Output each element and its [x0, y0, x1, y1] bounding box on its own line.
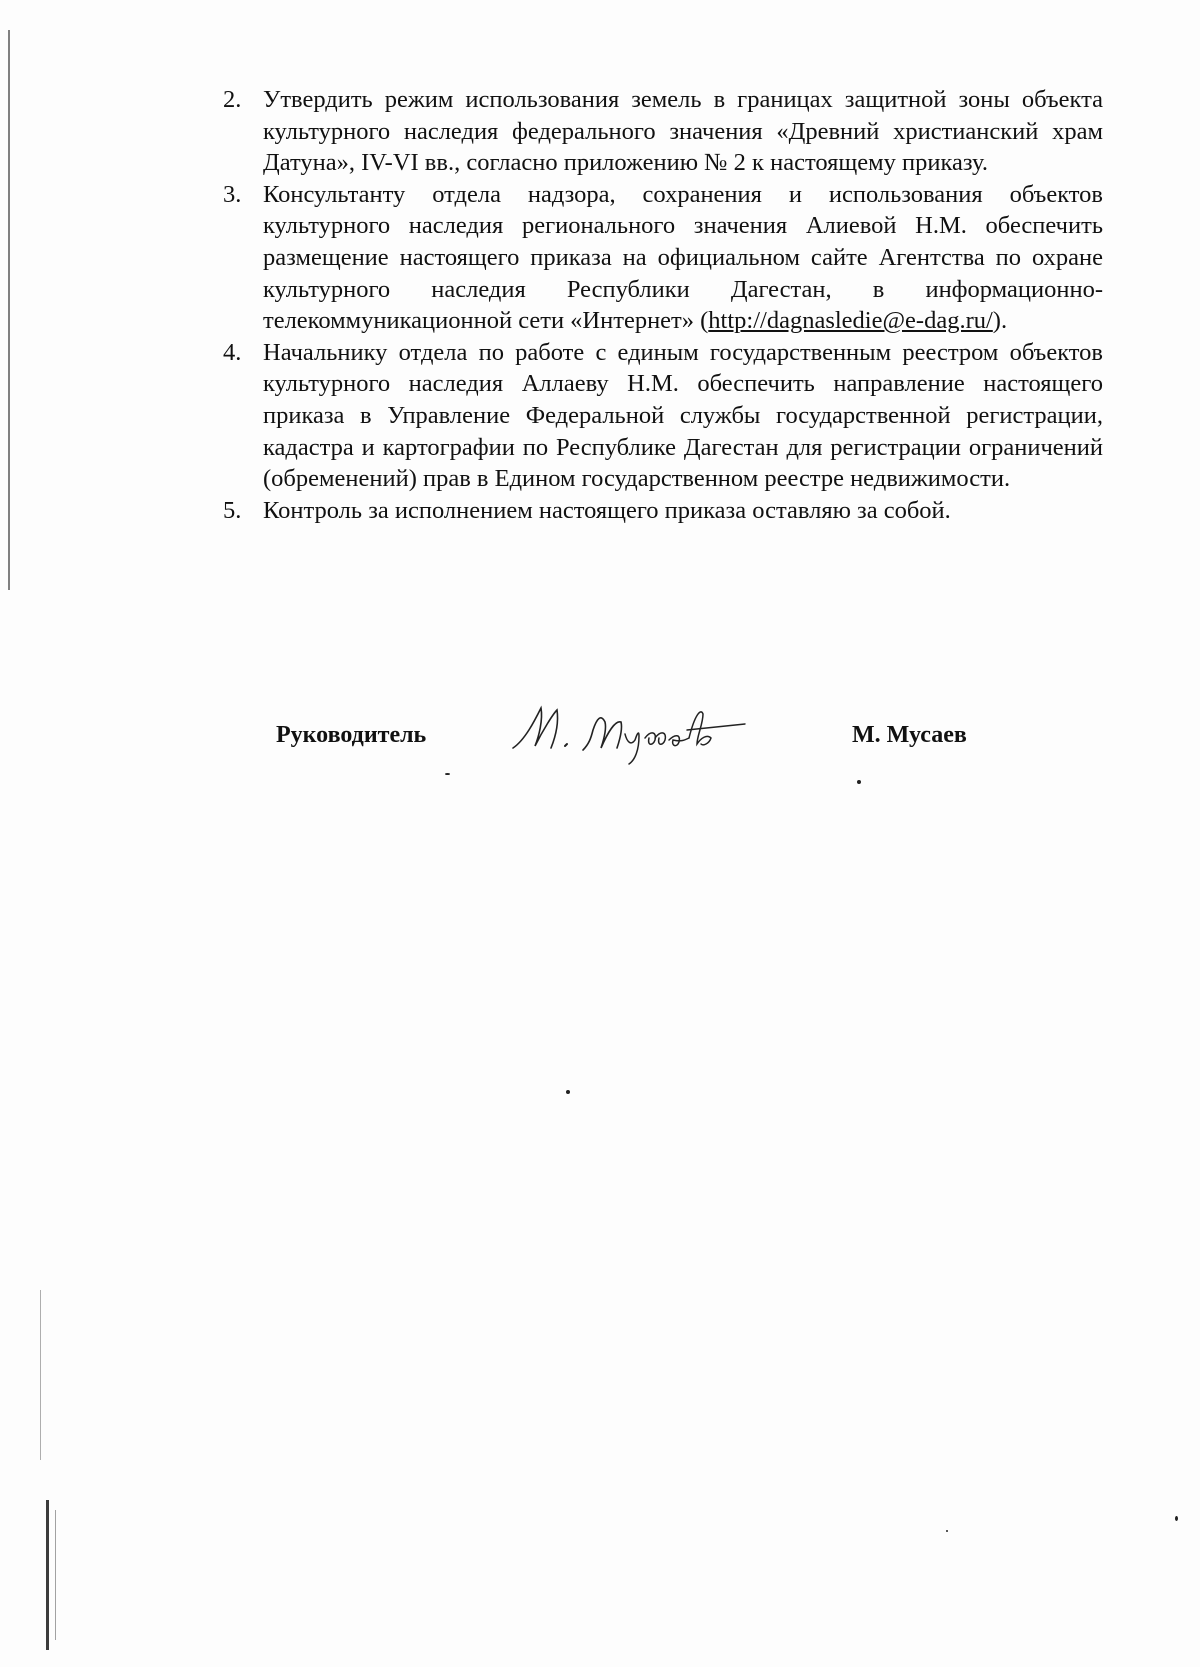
item-text-end: ). — [992, 307, 1008, 335]
signature-block — [0, 700, 1200, 790]
item-text: Начальнику отдела по работе с единым государственным реестром объектов культурного наследия Аллаеву Н.М. обеспечить направление настоящего приказа в Управление Федеральной службы государственной регистрации, кадастра и картографии по Республике Дагестан для регистрации ограничений (обременений) прав в Едином государственном реестре недвижимости. — [263, 338, 1103, 493]
website-link[interactable]: http://dagnasledie@e-dag.ru/ — [708, 307, 993, 335]
order-item-5 — [223, 495, 1103, 527]
item-number: 5. — [223, 496, 242, 524]
scan-edge-line — [8, 30, 10, 590]
scan-edge-line — [46, 1500, 49, 1650]
item-number: 2. — [223, 86, 242, 113]
order-item-3 — [223, 179, 1103, 337]
order-item-4 — [223, 337, 1103, 495]
scan-speck — [1175, 1516, 1178, 1521]
item-text: Контроль за исполнением настоящего приказа оставляю за собой. — [263, 496, 951, 524]
order-items-list — [223, 84, 1103, 526]
item-number: 3. — [223, 180, 242, 208]
handwritten-signature — [505, 700, 765, 770]
scan-speck — [946, 1530, 948, 1532]
item-number: 4. — [223, 338, 242, 366]
scan-edge-line — [40, 1290, 41, 1460]
signatory-name: М. Мусаев — [852, 722, 967, 748]
scan-edge-line — [55, 1510, 56, 1640]
order-item-2 — [223, 84, 1103, 179]
item-text: Консультанту отдела надзора, сохранения и использования объектов культурного наследия регионального значения Алиевой Н.М. обеспечить размещение настоящего приказа на официальном сайте Агентства по охране культурного наследия Республики Дагестан, в информационно-телекоммуникационной сети «Интернет» ( — [263, 180, 1103, 335]
signatory-title: Руководитель — [276, 722, 427, 748]
scan-speck — [566, 1090, 570, 1094]
item-text: Утвердить режим использования земель в границах защитной зоны объекта культурного наследия федерального значения «Древний христианский храм Датуна», IV-VI вв., согласно приложению № 2 к настоящему приказу. — [263, 86, 1103, 177]
